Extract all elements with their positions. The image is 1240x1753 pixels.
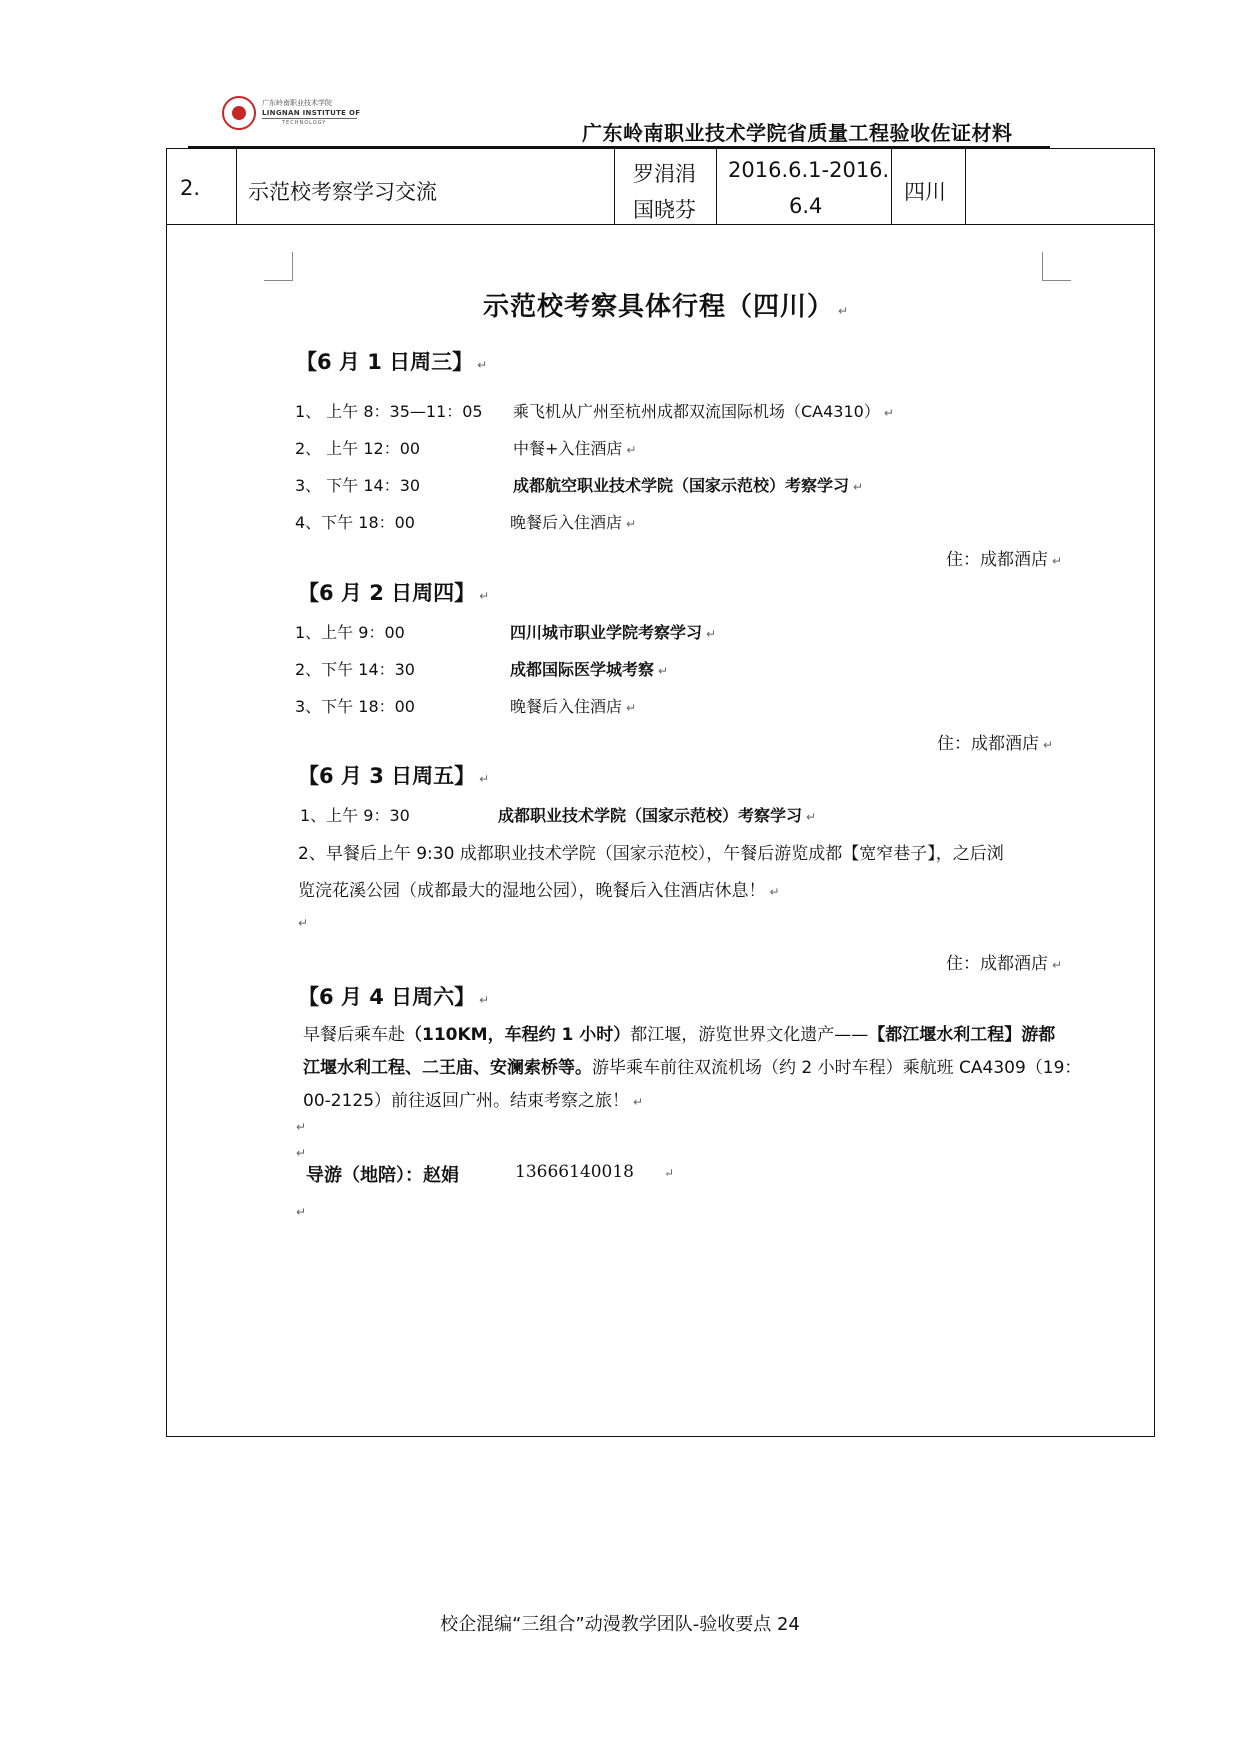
- day-1-item: [295, 510, 415, 533]
- paragraph-mark-icon: ↵: [626, 443, 637, 457]
- paragraph-mark-icon: ↵: [296, 1205, 307, 1219]
- activity-cell: 示范校考察学习交流: [248, 180, 437, 204]
- item-time: 3、 下午 14：30: [295, 476, 421, 495]
- item-time: 1、 上午 8：35—11：05: [295, 402, 483, 421]
- paragraph-mark-icon: ↵: [298, 916, 309, 930]
- paragraph-mark-icon: ↵: [1052, 958, 1063, 972]
- day-1-item-desc: 乘飞机从广州至杭州成都双流国际机场（CA4310） ↵: [513, 402, 894, 421]
- day-1-item-desc: 中餐+入住酒店 ↵: [513, 439, 637, 458]
- day-1-heading: 【6 月 1 日周三】 ↵: [296, 350, 488, 374]
- day-2-stay: 住：成都酒店 ↵: [937, 734, 1054, 754]
- paragraph-mark-icon: ↵: [838, 304, 850, 318]
- paragraph-mark-icon: ↵: [1052, 554, 1063, 568]
- paragraph-mark-icon: ↵: [296, 1120, 307, 1134]
- guide-phone: 13666140018 ↵: [515, 1162, 675, 1182]
- day-1-item: [295, 436, 420, 459]
- person-cell-1: 罗涓涓: [633, 162, 696, 186]
- paragraph-mark-icon: ↵: [479, 772, 490, 786]
- day-1-item: [295, 473, 420, 496]
- seal-icon: [222, 96, 256, 130]
- item-time: 1、上午 9：00: [295, 623, 405, 642]
- table-col-divider: [716, 148, 717, 225]
- paragraph-mark-icon: ↵: [296, 1146, 307, 1160]
- day-4-paragraph-line: 00-2125）前往返回广州。结束考察之旅！ ↵: [303, 1091, 644, 1111]
- date-cell-line2: 6.4: [789, 194, 823, 218]
- table-frame: [166, 148, 1155, 1437]
- logo-cn-text: 广东岭南职业技术学院: [262, 99, 332, 107]
- page-corner-mark: [1042, 252, 1071, 281]
- paragraph-mark-icon: ↵: [883, 406, 894, 420]
- day-1-item-desc: 晚餐后入住酒店 ↵: [510, 513, 637, 532]
- header-title: 广东岭南职业技术学院省质量工程验收佐证材料: [582, 121, 1013, 145]
- day-1-item-desc: 成都航空职业技术学院（国家示范校）考察学习 ↵: [513, 476, 864, 495]
- paragraph-mark-icon: ↵: [626, 517, 637, 531]
- day-1-stay: 住：成都酒店 ↵: [946, 550, 1063, 570]
- day-4-heading: 【6 月 4 日周六】 ↵: [298, 985, 490, 1009]
- table-col-divider: [236, 148, 237, 225]
- paragraph-mark-icon: ↵: [633, 1095, 644, 1109]
- day-2-item-desc: 成都国际医学城考察 ↵: [510, 660, 669, 679]
- day-4-paragraph-line: 江堰水利工程、二王庙、安澜索桥等。游毕乘车前往双流机场（约 2 小时车程）乘航班 CA4309（19：: [303, 1058, 1082, 1078]
- day-2-heading: 【6 月 2 日周四】 ↵: [298, 581, 490, 605]
- day-3-paragraph-line: 览浣花溪公园（成都最大的湿地公园），晚餐后入住酒店休息！ ↵: [298, 881, 780, 901]
- day-2-item-desc: 晚餐后入住酒店 ↵: [510, 697, 637, 716]
- itinerary-title-text: 示范校考察具体行程（四川）: [483, 292, 835, 322]
- paragraph-mark-icon: ↵: [1043, 738, 1054, 752]
- item-time: 3、下午 18：00: [295, 697, 415, 716]
- institute-logo: [222, 96, 362, 132]
- item-time: 2、 上午 12：00: [295, 439, 421, 458]
- itinerary-title: [483, 286, 849, 323]
- row-number: 2.: [180, 176, 201, 200]
- day-3-heading: 【6 月 3 日周五】 ↵: [298, 764, 490, 788]
- logo-divider: [262, 118, 357, 119]
- paragraph-mark-icon: ↵: [769, 885, 780, 899]
- day-3-item: [300, 803, 410, 826]
- paragraph-mark-icon: ↵: [706, 627, 717, 641]
- day-1-item: [295, 399, 483, 422]
- day-2-item: [295, 657, 415, 680]
- table-row-divider: [166, 224, 1155, 225]
- day-2-item: [295, 620, 405, 643]
- table-col-divider: [614, 148, 615, 225]
- paragraph-mark-icon: ↵: [626, 701, 637, 715]
- paragraph-mark-icon: ↵: [663, 1166, 675, 1180]
- place-cell: 四川: [904, 180, 946, 204]
- table-col-divider: [965, 148, 966, 225]
- day-4-paragraph-line: 早餐后乘车赴（110KM，车程约 1 小时）都江堰，游览世界文化遗产——【都江堰水利工程】游都: [303, 1025, 1056, 1045]
- item-time: 1、上午 9：30: [300, 806, 410, 825]
- paragraph-mark-icon: ↵: [806, 810, 817, 824]
- person-cell-2: 国晓芬: [633, 198, 696, 222]
- logo-en-text: LINGNAN INSTITUTE OF: [262, 109, 361, 117]
- paragraph-mark-icon: ↵: [658, 664, 669, 678]
- date-cell-line1: 2016.6.1-2016.: [728, 158, 890, 182]
- paragraph-mark-icon: ↵: [479, 993, 490, 1007]
- logo-en-text-2: TECHNOLOGY: [282, 120, 327, 126]
- day-3-paragraph-line: 2、早餐后上午 9:30 成都职业技术学院（国家示范校），午餐后游览成都【宽窄巷子】，之后浏: [298, 844, 1004, 864]
- item-time: 4、下午 18：00: [295, 513, 415, 532]
- guide-name: 导游（地陪）：赵娟: [306, 1165, 459, 1186]
- paragraph-mark-icon: ↵: [853, 480, 864, 494]
- table-col-divider: [891, 148, 892, 225]
- item-time: 2、下午 14：30: [295, 660, 415, 679]
- page-footer: 校企混编“三组合”动漫教学团队-验收要点 24: [440, 1614, 800, 1635]
- page-corner-mark: [264, 252, 293, 281]
- paragraph-mark-icon: ↵: [477, 358, 488, 372]
- day-2-item: [295, 694, 415, 717]
- day-3-stay: 住：成都酒店 ↵: [946, 954, 1063, 974]
- day-3-item-desc: 成都职业技术学院（国家示范校）考察学习 ↵: [498, 806, 817, 825]
- paragraph-mark-icon: ↵: [479, 589, 490, 603]
- day-2-item-desc: 四川城市职业学院考察学习 ↵: [510, 623, 717, 642]
